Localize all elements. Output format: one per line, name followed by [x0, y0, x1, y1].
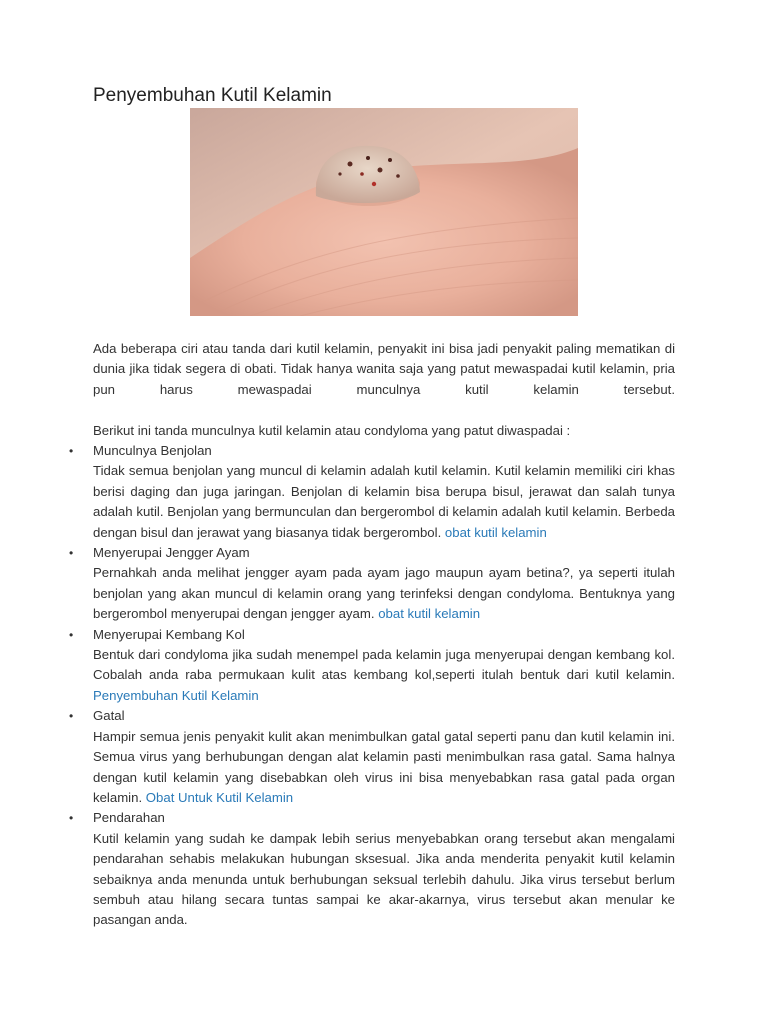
article-body	[93, 339, 675, 931]
page-title: Penyembuhan Kutil Kelamin	[93, 85, 332, 106]
list-item-title: • Menyerupai Jengger Ayam	[93, 545, 250, 561]
list-item	[93, 706, 675, 808]
list-item-title: • Munculnya Benjolan	[93, 443, 212, 459]
item-link[interactable]: obat kutil kelamin	[444, 524, 547, 540]
list-item	[93, 441, 675, 543]
list-item-text: Bentuk dari condyloma jika sudah menempel pada kelamin juga menyerupai dengan kembang kol. Cobalah anda raba permukaan kulit atas kembang kol,seperti itulah bentuk dari kutil kelamin. Penyembuhan Kutil Kelamin	[93, 647, 675, 703]
list-item-text: Hampir semua jenis penyakit kulit akan menimbulkan gatal gatal seperti panu dan kutil kelamin ini. Semua virus yang berhubungan dengan alat kelamin pasti menimbulkan rasa gatal. Sama halnya dengan kutil kelamin yang disebabkan oleh virus ini bisa menyebabkan rasa gatal pada organ kelamin. Obat Untuk Kutil Kelamin	[93, 728, 675, 805]
list-item	[93, 543, 675, 625]
item-link[interactable]: obat kutil kelamin	[378, 606, 481, 622]
wart-photo	[190, 108, 578, 316]
list-item-title: • Pendarahan	[93, 810, 165, 826]
item-link[interactable]: Penyembuhan Kutil Kelamin	[93, 687, 259, 703]
list-item-text: Pernahkah anda melihat jengger ayam pada ayam jago maupun ayam betina?, ya seperti itulah benjolan yang akan muncul di kelamin orang yang terinfeksi dengan condyloma. Bentuknya yang bergerombol menyerupai dengan jengger ayam. obat kutil kelamin	[93, 565, 675, 622]
item-link[interactable]: Obat Untuk Kutil Kelamin	[145, 789, 294, 805]
list-item	[93, 808, 675, 930]
signs-list	[93, 441, 675, 931]
list-item	[93, 625, 675, 707]
intro-paragraph: Ada beberapa ciri atau tanda dari kutil kelamin, penyakit ini bisa jadi penyakit paling mematikan di dunia jika tidak segera di obati. Tidak hanya wanita saja yang patut mewaspadai kutil kelamin, pria pun harus mewaspadai munculnya kutil kelamin tersebut.	[93, 341, 675, 397]
list-intro: Berikut ini tanda munculnya kutil kelamin atau condyloma yang patut diwaspadai :	[93, 422, 571, 438]
list-item-title: • Menyerupai Kembang Kol	[93, 626, 245, 642]
list-item-title: • Gatal	[93, 708, 125, 724]
list-item-text: Tidak semua benjolan yang muncul di kelamin adalah kutil kelamin. Kutil kelamin memiliki ciri khas berisi daging dan juga jaringan. Benjolan di kelamin bisa berupa bisul, jerawat dan salah tunya adalah kutil. Benjolan yang bermunculan dan bergerombol di kelamin adalah kutil kelamin. Berbeda dengan bisul dan jerawat yang biasanya tidak bergerombol. obat kutil kelamin	[93, 463, 675, 540]
list-item-text: Kutil kelamin yang sudah ke dampak lebih serius menyebabkan orang tersebut akan mengalami pendarahan sehabis melakukan hubungan sksesual. Jika anda menderita penyakit kutil kelamin sebaiknya anda menunda untuk berhubungan seksual terlebih dahulu. Jika virus tersebut berlum sembuh atau hilang secara tuntas sampai ke akar-akarnya, virus tersebut akan menular ke pasangan anda.	[93, 830, 675, 928]
